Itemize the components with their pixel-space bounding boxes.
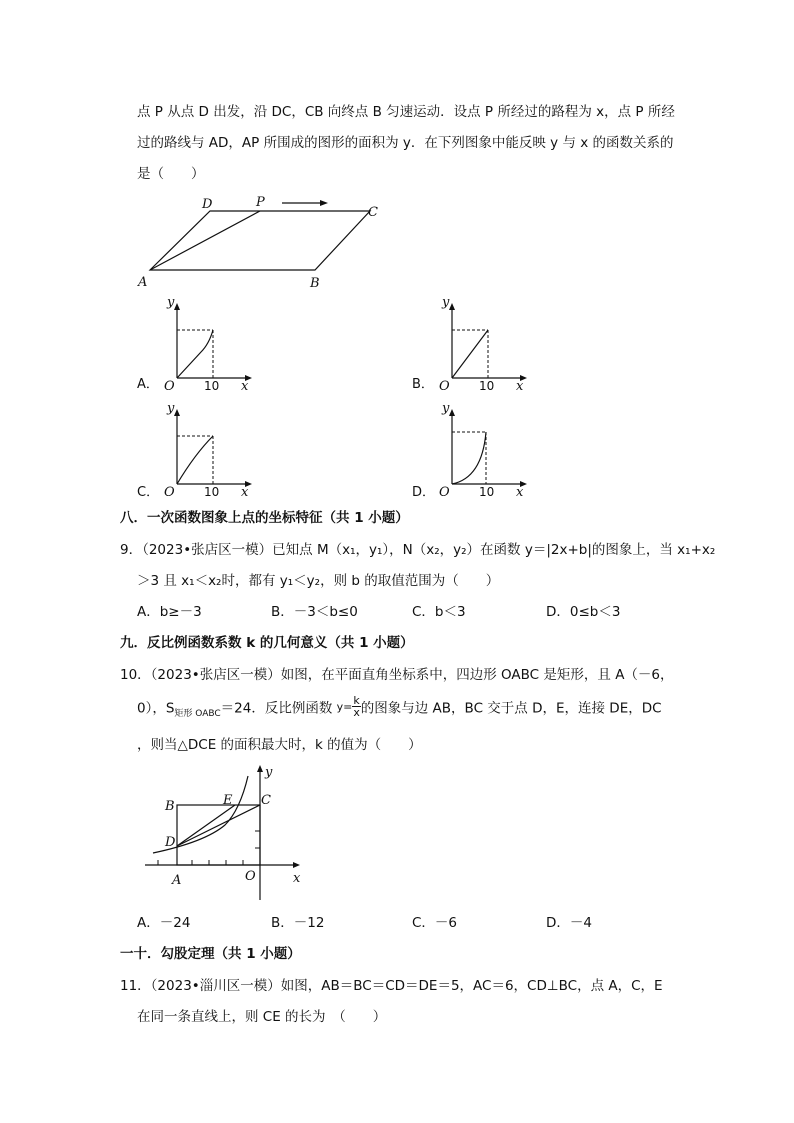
svg-text:E: E	[223, 793, 233, 808]
section-heading-10: 一十．勾股定理（共 1 小题）	[120, 946, 301, 962]
svg-text:10: 10	[204, 485, 220, 496]
q9-option-c[interactable]: C．b＜3	[412, 604, 466, 620]
label-P: P	[256, 195, 265, 210]
q9-option-b[interactable]: B．－3＜b≤0	[271, 604, 358, 620]
q8-option-c[interactable]: C．	[137, 485, 160, 500]
svg-text:O: O	[439, 379, 450, 390]
q10-option-d[interactable]: D．－4	[546, 915, 592, 931]
q10-line-2: 0），$S_{矩形 OABC}=24$．反比例函数 y= $\frac{k}{x}$ 的图象与边 AB，BC 交于点 D，E，连接 DE，DC	[137, 694, 662, 720]
svg-text:O: O	[164, 485, 175, 496]
svg-text:O: O	[164, 379, 175, 390]
q11-line-1: 11．（2023•淄川区一模）如图，AB＝BC＝CD＝DE＝5，AC＝6，CD⊥BC，点 A，C，E	[120, 978, 663, 994]
section-heading-8: 八．一次函数图象上点的坐标特征（共 1 小题）	[120, 510, 409, 526]
q9-option-d[interactable]: D．0≤b＜3	[546, 604, 621, 620]
svg-text:x: x	[516, 379, 524, 390]
parallelogram-figure	[130, 190, 400, 290]
svg-text:x: x	[241, 485, 249, 496]
svg-text:C: C	[261, 793, 271, 808]
svg-text:10: 10	[479, 379, 495, 390]
graph-option-c	[155, 396, 255, 496]
graph-option-b	[430, 290, 530, 390]
label-D: D	[202, 197, 213, 212]
svg-text:x: x	[516, 485, 524, 496]
svg-text:O: O	[439, 485, 450, 496]
svg-text:10: 10	[204, 379, 220, 390]
graph-option-a	[155, 290, 255, 390]
svg-text:B: B	[165, 799, 175, 814]
q10-option-a[interactable]: A．－24	[137, 915, 191, 931]
q8-line-2: 过的路线与 AD，AP 所围成的图形的面积为 y．在下列图象中能反映 y 与 x 的函数关系的	[137, 135, 674, 151]
svg-text:y: y	[167, 295, 175, 310]
q8-line-1: 点 P 从点 D 出发，沿 DC，CB 向终点 B 匀速运动．设点 P 所经过的路程为 x，点 P 所经	[137, 104, 675, 120]
svg-text:O: O	[245, 869, 256, 884]
svg-text:y: y	[265, 765, 273, 780]
q9-option-a[interactable]: A．b≥－3	[137, 604, 202, 620]
q10-option-b[interactable]: B．－12	[271, 915, 325, 931]
svg-text:A: A	[172, 873, 182, 888]
svg-text:D: D	[165, 835, 176, 850]
q9-line-1: 9．（2023•张店区一模）已知点 M（x₁，y₁），N（x₂，y₂）在函数 y＝|2x+b|的图象上，当 x₁+x₂	[120, 542, 716, 558]
svg-text:y: y	[442, 401, 450, 416]
q8-line-3: 是（ ）	[137, 166, 205, 182]
q10-option-c[interactable]: C．－6	[412, 915, 458, 931]
svg-text:10: 10	[479, 485, 495, 496]
q8-option-a[interactable]: A．	[137, 377, 159, 392]
q8-option-d[interactable]: D．	[412, 485, 436, 500]
label-C: C	[368, 205, 378, 220]
q10-line-3: ，则当△DCE 的面积最大时，k 的值为（ ）	[137, 737, 422, 753]
label-B: B	[310, 276, 320, 290]
svg-text:x: x	[293, 871, 301, 886]
label-A: A	[138, 275, 148, 290]
graph-option-d	[430, 396, 530, 496]
section-heading-9: 九．反比例函数系数 k 的几何意义（共 1 小题）	[120, 635, 414, 651]
svg-text:x: x	[241, 379, 249, 390]
svg-text:y: y	[442, 295, 450, 310]
q10-figure	[145, 760, 315, 905]
q8-option-b[interactable]: B．	[412, 377, 434, 392]
q11-line-2: 在同一条直线上，则 CE 的长为 （ ）	[137, 1009, 387, 1025]
q9-line-2: ＞3 且 x₁＜x₂时，都有 y₁＜y₂，则 b 的取值范围为（ ）	[137, 573, 500, 589]
svg-text:y: y	[167, 401, 175, 416]
q10-line-1: 10．（2023•张店区一模）如图，在平面直角坐标系中，四边形 OABC 是矩形，且 A（－6，	[120, 667, 674, 683]
